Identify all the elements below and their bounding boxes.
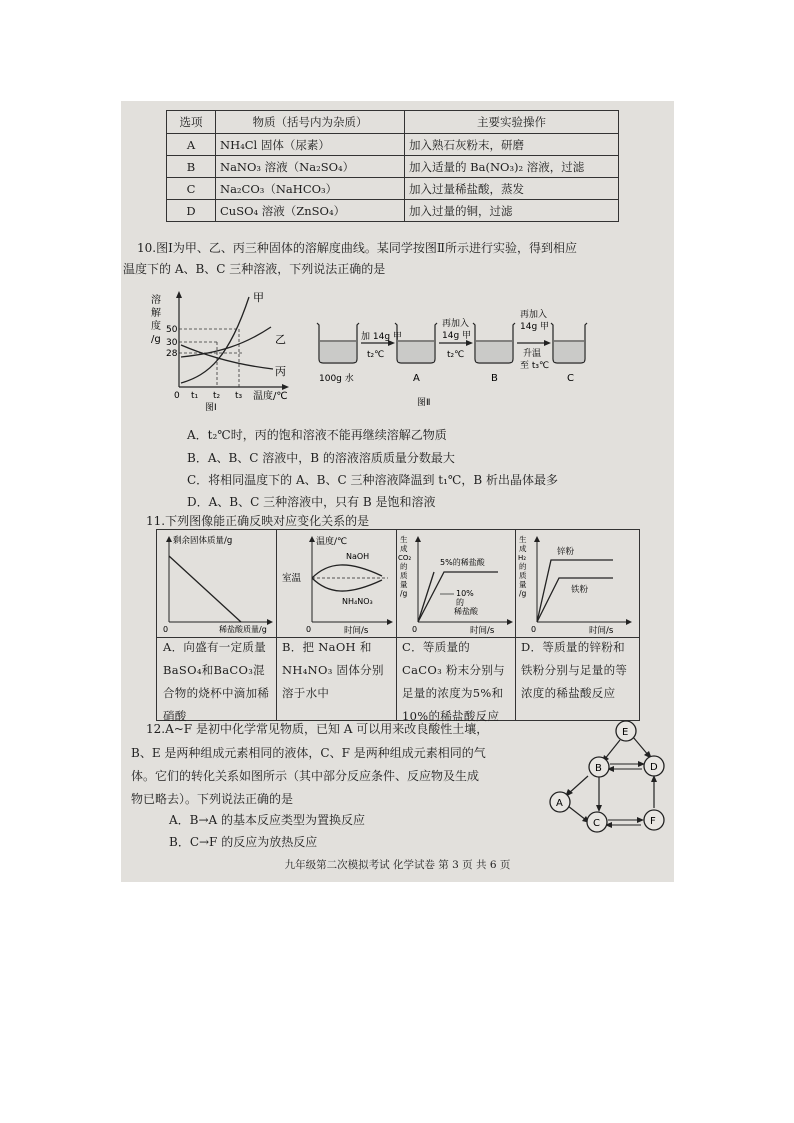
q12-line2: B、E 是两种组成元素相同的液体，C、F 是两种组成元素相同的气	[131, 746, 486, 760]
graph-b-nh4no3-label: NH₄NO₃	[342, 597, 373, 606]
q12-line4: 物已略去）。下列说法正确的是	[131, 792, 294, 806]
svg-text:C: C	[593, 818, 600, 829]
table-header: 选项	[167, 111, 216, 134]
q11-caption-d: D．等质量的锌粉和铁粉分别与足量的等浓度的稀盐酸反应	[521, 640, 628, 700]
start-label: 100g 水	[319, 374, 354, 384]
step2-temp: t₂℃	[447, 350, 465, 360]
graph-c-xlabel: 时间/s	[470, 626, 495, 636]
node-f	[644, 810, 664, 830]
graph-c-origin: 0	[412, 625, 418, 634]
svg-text:F: F	[650, 816, 656, 827]
graph-d-origin: 0	[531, 625, 537, 634]
beaker-b	[473, 323, 515, 363]
table-row	[167, 200, 619, 222]
x-tick-label: t₃	[235, 391, 243, 401]
q12-option-a: A．B→A 的基本反应类型为置换反应	[169, 813, 366, 827]
table-cell: CuSO₄ 溶液（ZnSO₄）	[216, 200, 405, 222]
graph-d-xlabel: 时间/s	[589, 626, 614, 636]
graph-b-xlabel: 时间/s	[344, 626, 369, 636]
table-cell: 加入过量的铜，过滤	[405, 200, 619, 222]
svg-text:E: E	[622, 727, 629, 738]
figure-caption: 图Ⅱ	[417, 398, 431, 408]
step3-heat: 升温	[523, 349, 542, 359]
step3-label: 再加入	[520, 310, 548, 320]
q12-option-b: B．C→F 的反应为放热反应	[169, 835, 318, 849]
step2-label: 14g 甲	[442, 331, 472, 341]
graph-a-origin: 0	[163, 625, 169, 634]
node-d	[644, 756, 664, 776]
step2-label: 再加入	[442, 319, 470, 329]
exam-page	[121, 101, 674, 882]
graph-a-ylabel: 剩余固体质量/g	[173, 536, 233, 546]
beaker-c	[551, 323, 587, 363]
graph-b-naoh-curve	[312, 565, 382, 578]
q11-stem: 11.下列图像能正确反映对应变化关系的是	[146, 514, 370, 528]
step1-temp: t₂℃	[367, 350, 385, 360]
svg-text:/g: /g	[519, 589, 527, 598]
q11-graph-grid	[156, 529, 640, 721]
node-c	[587, 812, 607, 832]
q12-line1: 12.A~F 是初中化学常见物质，已知 A 可以用来改良酸性土壤，	[146, 722, 489, 736]
graph-c-label-10: 的	[456, 598, 464, 607]
node-b	[589, 757, 609, 777]
svg-text:的: 的	[519, 562, 527, 571]
conversion-diagram	[546, 716, 674, 834]
svg-text:量: 量	[400, 580, 408, 589]
beaker-a	[395, 323, 437, 363]
graph-d	[517, 532, 635, 636]
table-cell: A	[167, 134, 216, 156]
y-tick-label: 50	[166, 325, 178, 335]
svg-text:生: 生	[400, 535, 408, 544]
q11-caption-c: C．等质量的 CaCO₃ 粉末分别与足量的浓度为5%和10%的稀盐酸反应	[402, 640, 505, 723]
graph-b-ylabel: 温度/℃	[316, 537, 348, 547]
q10-option-d: D．A、B、C 三种溶液中，只有 B 是饱和溶液	[187, 495, 436, 509]
graph-d-zinc-label: 锌粉	[557, 547, 575, 557]
svg-text:的: 的	[400, 562, 408, 571]
svg-text:质: 质	[519, 571, 527, 580]
graph-d-iron-label: 铁粉	[571, 585, 589, 595]
options-table	[166, 110, 619, 222]
table-row	[167, 134, 619, 156]
q10-option-a: A．t₂℃时，丙的饱和溶液不能再继续溶解乙物质	[187, 428, 447, 442]
graph-c	[398, 532, 514, 636]
x-tick-label: 0	[174, 391, 180, 401]
table-cell: NH₄Cl 固体（尿素）	[216, 134, 405, 156]
svg-text:成: 成	[400, 544, 408, 553]
graph-a-xlabel: 稀盐酸质量/g	[219, 625, 267, 634]
table-cell: D	[167, 200, 216, 222]
solution-label: C	[567, 373, 574, 384]
curve-label: 丙	[275, 365, 286, 378]
node-e	[616, 721, 636, 741]
x-tick-label: t₁	[191, 391, 199, 401]
graph-a	[159, 532, 275, 636]
table-row	[167, 178, 619, 200]
step3-label: 14g 甲	[520, 322, 550, 332]
graph-b-nh4no3-curve	[312, 578, 382, 591]
q10-stem-line2: 温度下的 A、B、C 三种溶液，下列说法正确的是	[123, 262, 386, 276]
svg-text:量: 量	[519, 580, 527, 589]
table-cell: C	[167, 178, 216, 200]
x-tick-label: t₂	[213, 391, 221, 401]
curve-label: 甲	[253, 291, 264, 304]
svg-text:生: 生	[519, 535, 527, 544]
graph-b-room-temp: 室温	[282, 573, 302, 584]
graph-c-label-5: 5%的稀盐酸	[440, 558, 485, 567]
svg-text:A: A	[556, 798, 563, 809]
solubility-curve-figure	[149, 287, 309, 412]
x-axis-label: 温度/℃	[253, 391, 288, 402]
table-cell: 加入熟石灰粉末，研磨	[405, 134, 619, 156]
q10-option-b: B．A、B、C 溶液中，B 的溶液溶质质量分数最大	[187, 451, 455, 465]
y-axis-label-char: /g	[151, 334, 161, 345]
table-header: 主要实验操作	[405, 111, 619, 134]
table-header-row	[167, 111, 619, 134]
graph-b	[278, 532, 394, 636]
svg-text:质: 质	[400, 571, 408, 580]
node-a	[550, 792, 570, 812]
table-header: 物质（括号内为杂质）	[216, 111, 405, 134]
y-tick-label: 30	[166, 338, 178, 348]
svg-text:D: D	[650, 762, 658, 773]
y-axis-label-char: 解	[151, 308, 161, 319]
q12-line3: 体。它们的转化关系如图所示（其中部分反应条件、反应物及生成	[131, 769, 480, 783]
step1-label: 加 14g 甲	[361, 332, 402, 342]
svg-text:CO₂: CO₂	[398, 554, 412, 562]
q10-stem-line1: 10.图Ⅰ为甲、乙、丙三种固体的溶解度曲线。某同学按图Ⅱ所示进行实验，得到相应	[137, 241, 577, 255]
beaker-water	[317, 323, 359, 363]
y-tick-label: 28	[166, 349, 178, 359]
experiment-figure	[311, 309, 591, 409]
table-cell: Na₂CO₃（NaHCO₃）	[216, 178, 405, 200]
page-footer: 九年级第二次模拟考试 化学试卷 第 3 页 共 6 页	[284, 859, 511, 871]
curve-label: 乙	[275, 333, 286, 346]
table-cell: B	[167, 156, 216, 178]
step3-heat: 至 t₃℃	[520, 361, 550, 371]
y-axis-label-char: 度	[151, 321, 161, 332]
graph-a-line	[169, 556, 241, 622]
q11-caption-b: B．把 NaOH 和 NH₄NO₃ 固体分别溶于水中	[282, 640, 384, 700]
table-cell: 加入过量稀盐酸，蒸发	[405, 178, 619, 200]
graph-c-label-10: 稀盐酸	[454, 607, 478, 616]
graph-c-label-10: 10%	[456, 589, 474, 598]
table-row	[167, 156, 619, 178]
graph-b-origin: 0	[306, 625, 312, 634]
table-cell: NaNO₃ 溶液（Na₂SO₄）	[216, 156, 405, 178]
graph-b-naoh-label: NaOH	[346, 552, 370, 561]
svg-text:/g: /g	[400, 589, 408, 598]
q11-caption-a: A．向盛有一定质量BaSO₄和BaCO₃混合物的烧杯中滴加稀硝酸	[163, 640, 270, 723]
table-cell: 加入适量的 Ba(NO₃)₂ 溶液，过滤	[405, 156, 619, 178]
svg-text:B: B	[595, 763, 602, 774]
svg-text:H₂: H₂	[518, 554, 527, 562]
figure-caption: 图Ⅰ	[205, 403, 217, 412]
y-axis-label-char: 溶	[151, 295, 161, 306]
q10-option-c: C．将相同温度下的 A、B、C 三种溶液降温到 t₁℃，B 析出晶体最多	[187, 473, 558, 487]
solution-label: B	[491, 373, 498, 384]
solution-label: A	[413, 373, 420, 384]
svg-text:成: 成	[519, 544, 527, 553]
